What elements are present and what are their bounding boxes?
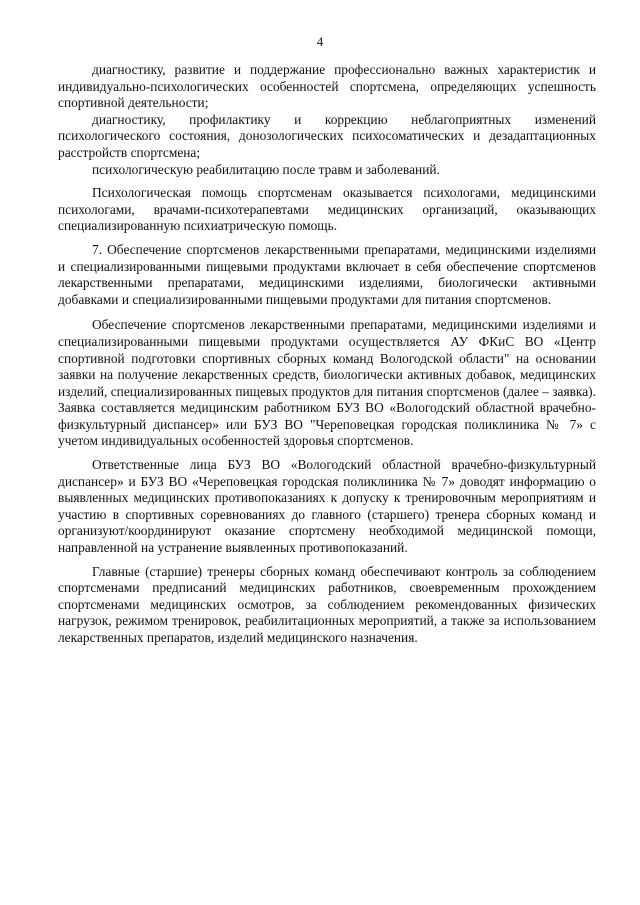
paragraph-diagnostics-prevention: диагностику, профилактику и коррекцию неблагоприятных изменений психологического состояния, донозологических психосоматических и дезадаптационных расстройств спортсмена; bbox=[58, 111, 596, 160]
document-body bbox=[58, 62, 596, 647]
paragraph-diagnostics-development: диагностику, развитие и поддержание профессионально важных характеристик и индивидуально-психологических особенностей спортсмена, определяющих успешность спортивной деятельности; bbox=[58, 62, 596, 111]
paragraph-supply-procedure: Обеспечение спортсменов лекарственными препаратами, медицинскими изделиями и специализированными пищевыми продуктами осуществляется АУ ФКиС ВО «Центр спортивной подготовки спортивных сборных команд Вологодской области" на основании заявки на получение лекарственных средств, биологически активных добавок, медицинских изделий, специализированных пищевых продуктов для питания спортсменов (далее – заявка). Заявка составляется медицинским работником БУЗ ВО «Вологодский областной врачебно-физкультурный диспансер» или БУЗ ВО "Череповецкая городская поликлиника № 7» с учетом индивидуальных особенностей здоровья спортсменов. bbox=[58, 317, 596, 449]
page-number: 4 bbox=[316, 34, 324, 49]
paragraph-head-coaches: Главные (старшие) тренеры сборных команд обеспечивают контроль за соблюдением спортсменами предписаний медицинских работников, своевременным прохождением спортсменами медицинских осмотров, за соблюдением рекомендованных физических нагрузок, режимом тренировок, реабилитационных мероприятий, а также за использованием лекарственных препаратов, изделий медицинского назначения. bbox=[58, 563, 596, 645]
paragraph-responsible-persons: Ответственные лица БУЗ ВО «Вологодский областной врачебно-физкультурный диспансер» и БУЗ ВО «Череповецкая городская поликлиника № 7» доводят информацию о выявленных медицинских противопоказаниях к допуску к тренировочным мероприятиям и участию в спортивных соревнованиях до главного (старшего) тренера сборных команд и организуют/координируют оказание спортсмену необходимой медицинской помощи, направленной на устранение выявленных противопоказаний. bbox=[58, 457, 596, 556]
paragraph-psychological-help: Психологическая помощь спортсменам оказывается психологами, медицинскими психологами, врачами-психотерапевтами медицинских организаций, оказывающих специализированную психиатрическую помощь. bbox=[58, 185, 596, 234]
paragraph-item-7: 7. Обеспечение спортсменов лекарственными препаратами, медицинскими изделиями и специализированными пищевыми продуктами включает в себя обеспечение спортсменов лекарственными препаратами, медицинскими изделиями, биологически активными добавками и специализированными пищевыми продуктами для питания спортсменов. bbox=[58, 241, 596, 307]
paragraph-rehabilitation: психологическую реабилитацию после травм и заболеваний. bbox=[92, 161, 440, 177]
